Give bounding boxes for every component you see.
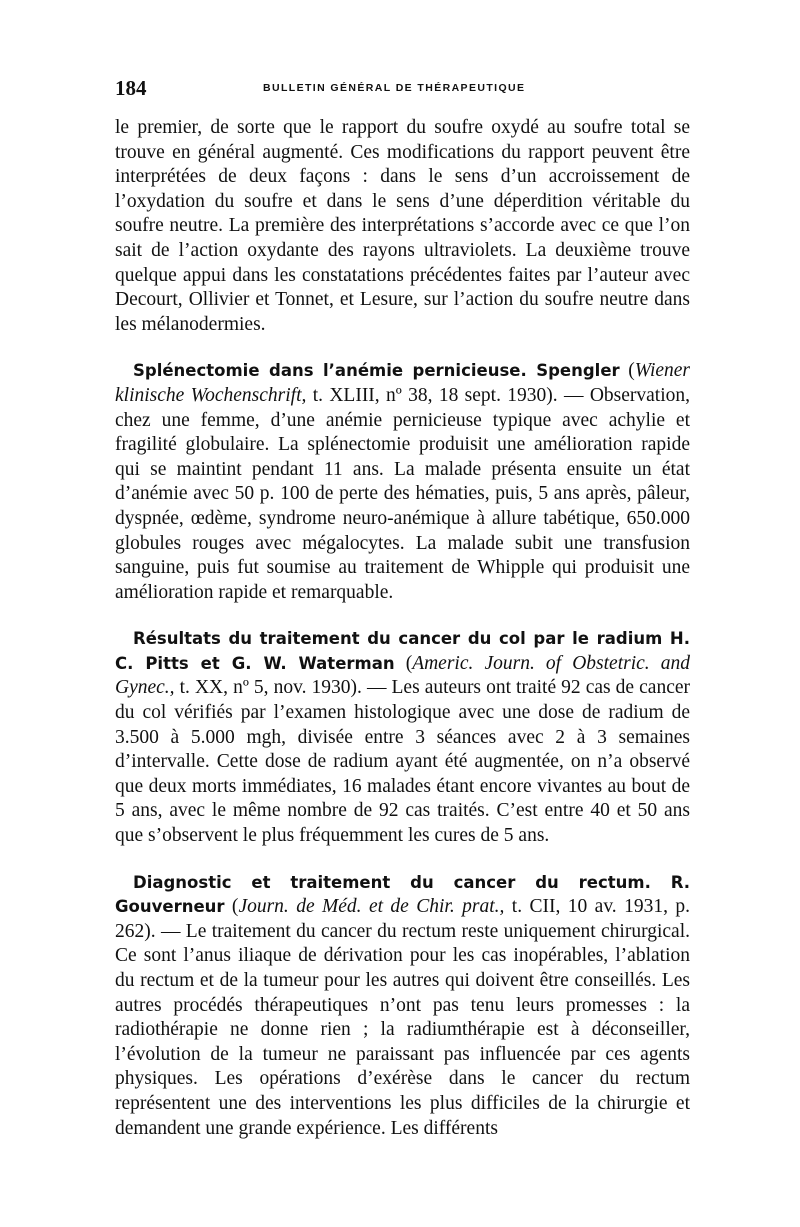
source-reference: t. XX, nº 5, nov. 1930). [174, 677, 362, 699]
page-body [115, 116, 690, 1141]
journal-title: Journ. de Méd. et de Chir. prat., [238, 896, 505, 918]
page-header [115, 76, 690, 100]
article-body: — Les auteurs ont traité 92 cas de cancer du col vérifiés par l’examen histologique avec une dose de radium de 3.500 à 5.000 mgh, divisée entre 3 séances avec 2 à 3 semaines d’intervalle. Cette dose de radium ayant été augmentée, on n’a observé que deux morts immédiates, 16 malades étant encore vivantes au bout de 5 ans, avec le même nombre de 92 cas traités. C’est entre 40 et 50 ans que s’observent le plus fréquemment les cures de 5 ans. [115, 677, 691, 847]
journal-title: Americ. Journ. of Obstetric. and Gynec., [115, 652, 690, 699]
source-reference: t. XLIII, nº 38, 18 sept. 1930). [306, 384, 558, 406]
page-number: 184 [115, 76, 147, 100]
article-splenectomie [115, 359, 690, 605]
article-body: — Le traitement du cancer du rectum reste uniquement chirurgical. Ce sont l’anus iliaque de dérivation pour les cas inopérables, l’ablation du rectum et de la tumeur pour les autres qui doivent être conseillés. Les autres procédés thérapeutiques n’ont pas tenu leurs promesses : la radiothérapie ne donne rien ; la radiumthérapie est à déconseiller, l’évolution de la tumeur ne paraissant pas influencée par ces agents physiques. Les opérations d’exérèse dans le cancer du rectum représentent une des interventions les plus difficiles de la chirurgie et demandent une grande expérience. Les différents [115, 920, 690, 1139]
article-heading: Diagnostic et traitement du cancer du rectum. R. Gouverneur [115, 872, 690, 917]
article-heading: Résultats du traitement du cancer du col par le radium H. C. Pitts et G. W. Waterman [115, 629, 690, 673]
source-open: ( [394, 652, 413, 674]
article-body: — Observation, chez une femme, d’une anémie pernicieuse typique avec achylie et fragilité globulaire. La splénectomie produisit une amélioration rapide qui se maintint pendant 11 ans. La malade présenta ensuite un état d’anémie avec 50 p. 100 de perte des hématies, puis, 5 ans après, pâleur, dyspnée, œdème, syndrome neuro-anémique à allure tabétique, 650.000 globules rouges avec mégalocytes. La malade subit une transfusion sanguine, puis fut soumise au traitement de Whipple qui produisit une amélioration rapide et remarquable. [115, 384, 691, 603]
journal-title: Wiener klinische Wochenschrift, [115, 360, 691, 406]
article-cancer-rectum [115, 871, 690, 1142]
source-open: ( [619, 360, 635, 382]
source-open: ( [224, 896, 239, 918]
paragraph-continued: le premier, de sorte que le rapport du soufre oxydé au soufre total se trouve en général augmenté. Ces modifications du rapport peuvent être interprétées de deux façons : dans le sens d’un accroissement de l’oxydation du soufre et dans le sens d’une déperdition véritable du soufre neutre. La première des interprétations s’accorde avec ce que l’on sait de l’action oxydante des rayons ultraviolets. La deuxième trouve quelque appui dans les constatations précédentes faites par l’auteur avec Decourt, Ollivier et Tonnet, et Lesure, sur l’action du soufre neutre dans les mélanodermies. [115, 117, 690, 335]
running-title: BULLETIN GÉNÉRAL DE THÉRAPEUTIQUE [263, 82, 526, 94]
source-reference: t. CII, 10 av. 1931, p. 262). [115, 896, 690, 942]
article-heading: Splénectomie dans l’anémie pernicieuse. Spengler [133, 361, 620, 381]
article-cancer-col [115, 627, 690, 848]
